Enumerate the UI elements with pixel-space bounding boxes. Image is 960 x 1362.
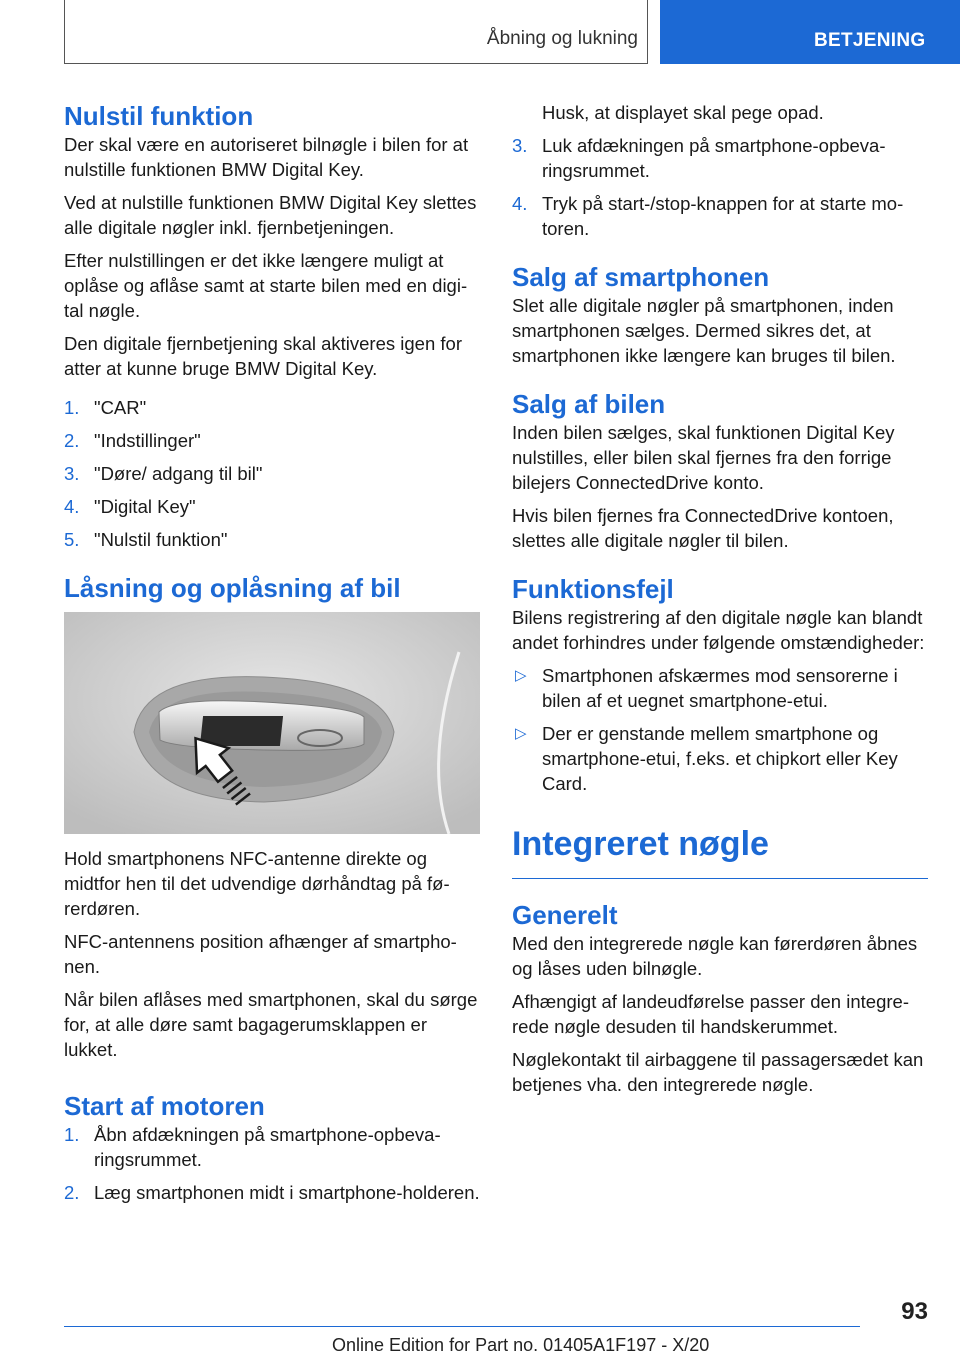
list-item	[64, 527, 480, 552]
heading-sell-car: Salg af bilen	[512, 389, 666, 419]
list-item	[64, 494, 480, 519]
list-item	[512, 721, 928, 796]
heading-malfunction: Funktionsfejl	[512, 574, 674, 604]
step-text: Tryk på start-/stop-knappen for at starte motoren.	[542, 193, 904, 239]
step-text: Åbn afdækningen på smartphone-opbevaringsrummet.	[94, 1124, 441, 1170]
reset-steps-list	[64, 395, 480, 552]
paragraph: Slet alle digitale nøgler på smartphonen, inden smartphonen sælges. Dermed sikres det, at smartphonen ikke længere kan bruges til bilen.	[512, 295, 896, 366]
step-text: "CAR"	[94, 397, 147, 418]
paragraph: Med den integrerede nøgle kan førerdøren åbnes og låses uden bilnøgle.	[512, 933, 918, 979]
footer-divider	[64, 1326, 860, 1327]
step-text: "Døre/ adgang til bil"	[94, 463, 263, 484]
paragraph: NFC-antennens position afhænger af smartphonen.	[64, 931, 457, 977]
right-column	[512, 100, 928, 1105]
paragraph: Bilens registrering af den digitale nøgle kan blandt andet forhindres under følgende omstændigheder:	[512, 607, 925, 653]
step-number: 3.	[64, 463, 80, 484]
paragraph: Ved at nulstille funktionen BMW Digital Key slettes alle digitale nøgler inkl. fjernbetjeningen.	[64, 192, 477, 238]
paragraph: Den digitale fjernbetjening skal aktiveres igen for atter at kunne bruge BMW Digital Key.	[64, 333, 462, 379]
step-text: Luk afdækningen på smartphone-opbevaringsrummet.	[542, 135, 886, 181]
bullet-text: Der er genstande mellem smartphone og smartphone-etui, f.eks. et chipkort eller Key Card.	[542, 723, 898, 794]
list-item	[64, 395, 480, 420]
paragraph: Efter nulstillingen er det ikke længere muligt at oplåse og aflåse samt at starte bilen med en digital nøgle.	[64, 250, 468, 321]
heading-sell-smartphone: Salg af smartphonen	[512, 262, 770, 292]
bullet-text: Smartphonen afskærmes mod sensorerne i bilen af et uegnet smartphone-etui.	[542, 665, 898, 711]
list-item	[512, 191, 928, 241]
paragraph: Afhængigt af landeudførelse passer den integrerede nøgle desuden til handskerummet.	[512, 991, 909, 1037]
heading-start-engine: Start af motoren	[64, 1091, 265, 1121]
step-number: 2.	[64, 1182, 80, 1203]
step-number: 4.	[512, 193, 528, 214]
start-steps-list	[64, 1122, 480, 1205]
header-chapter-tab	[660, 0, 960, 64]
paragraph: Hold smartphonens NFC-antenne direkte og midtfor hen til det udvendige dørhåndtag på førerdøren.	[64, 848, 450, 919]
step-number: 4.	[64, 496, 80, 517]
step-text: "Nulstil funktion"	[94, 529, 228, 550]
paragraph: Hvis bilen fjernes fra ConnectedDrive kontoen, slettes alle digitale nøgler til bilen.	[512, 505, 894, 551]
paragraph: Inden bilen sælges, skal funktionen Digital Key nulstilles, eller bilen skal fjernes fra den forrige bilejers ConnectedDrive konto.	[512, 422, 895, 493]
list-item	[64, 1180, 480, 1205]
step-continuation: Husk, at displayet skal pege opad.	[542, 102, 824, 123]
start-steps-list-continued	[512, 133, 928, 241]
header-chapter-label: BETJENING	[814, 30, 926, 51]
step-number: 5.	[64, 529, 80, 550]
bullet-triangle-icon: ▷	[515, 725, 527, 742]
step-text: "Indstillinger"	[94, 430, 201, 451]
step-number: 1.	[64, 1124, 80, 1145]
bullet-triangle-icon: ▷	[515, 667, 527, 684]
heading-locking: Låsning og oplåsning af bil	[64, 573, 401, 603]
step-number: 1.	[64, 397, 80, 418]
heading-general: Generelt	[512, 900, 618, 930]
page-number: 93	[901, 1298, 928, 1325]
paragraph: Når bilen aflåses med smartphonen, skal du sørge for, at alle døre samt bagagerumsklappen er lukket.	[64, 989, 478, 1060]
door-handle-illustration	[64, 612, 480, 834]
step-number: 2.	[64, 430, 80, 451]
list-item	[64, 461, 480, 486]
footer-edition: Online Edition for Part no. 01405A1F197 - X/20	[332, 1335, 710, 1355]
heading-reset-function: Nulstil funktion	[64, 101, 254, 131]
paragraph: Nøglekontakt til airbaggene til passagersædet kan betjenes vha. den integrerede nøgle.	[512, 1049, 924, 1095]
list-item	[512, 663, 928, 713]
header-section-title: Åbning og lukning	[486, 28, 638, 49]
list-item	[64, 428, 480, 453]
list-item	[512, 133, 928, 183]
paragraph: Der skal være en autoriseret bilnøgle i bilen for at nulstille funktionen BMW Digital Key.	[64, 134, 469, 180]
heading-integrated-key: Integreret nøgle	[512, 824, 928, 879]
left-column	[64, 100, 480, 1213]
step-text: "Digital Key"	[94, 496, 196, 517]
step-number: 3.	[512, 135, 528, 156]
malfunction-bullets	[512, 663, 928, 796]
list-item	[64, 1122, 480, 1172]
step-text: Læg smartphonen midt i smartphone-holderen.	[94, 1182, 480, 1203]
